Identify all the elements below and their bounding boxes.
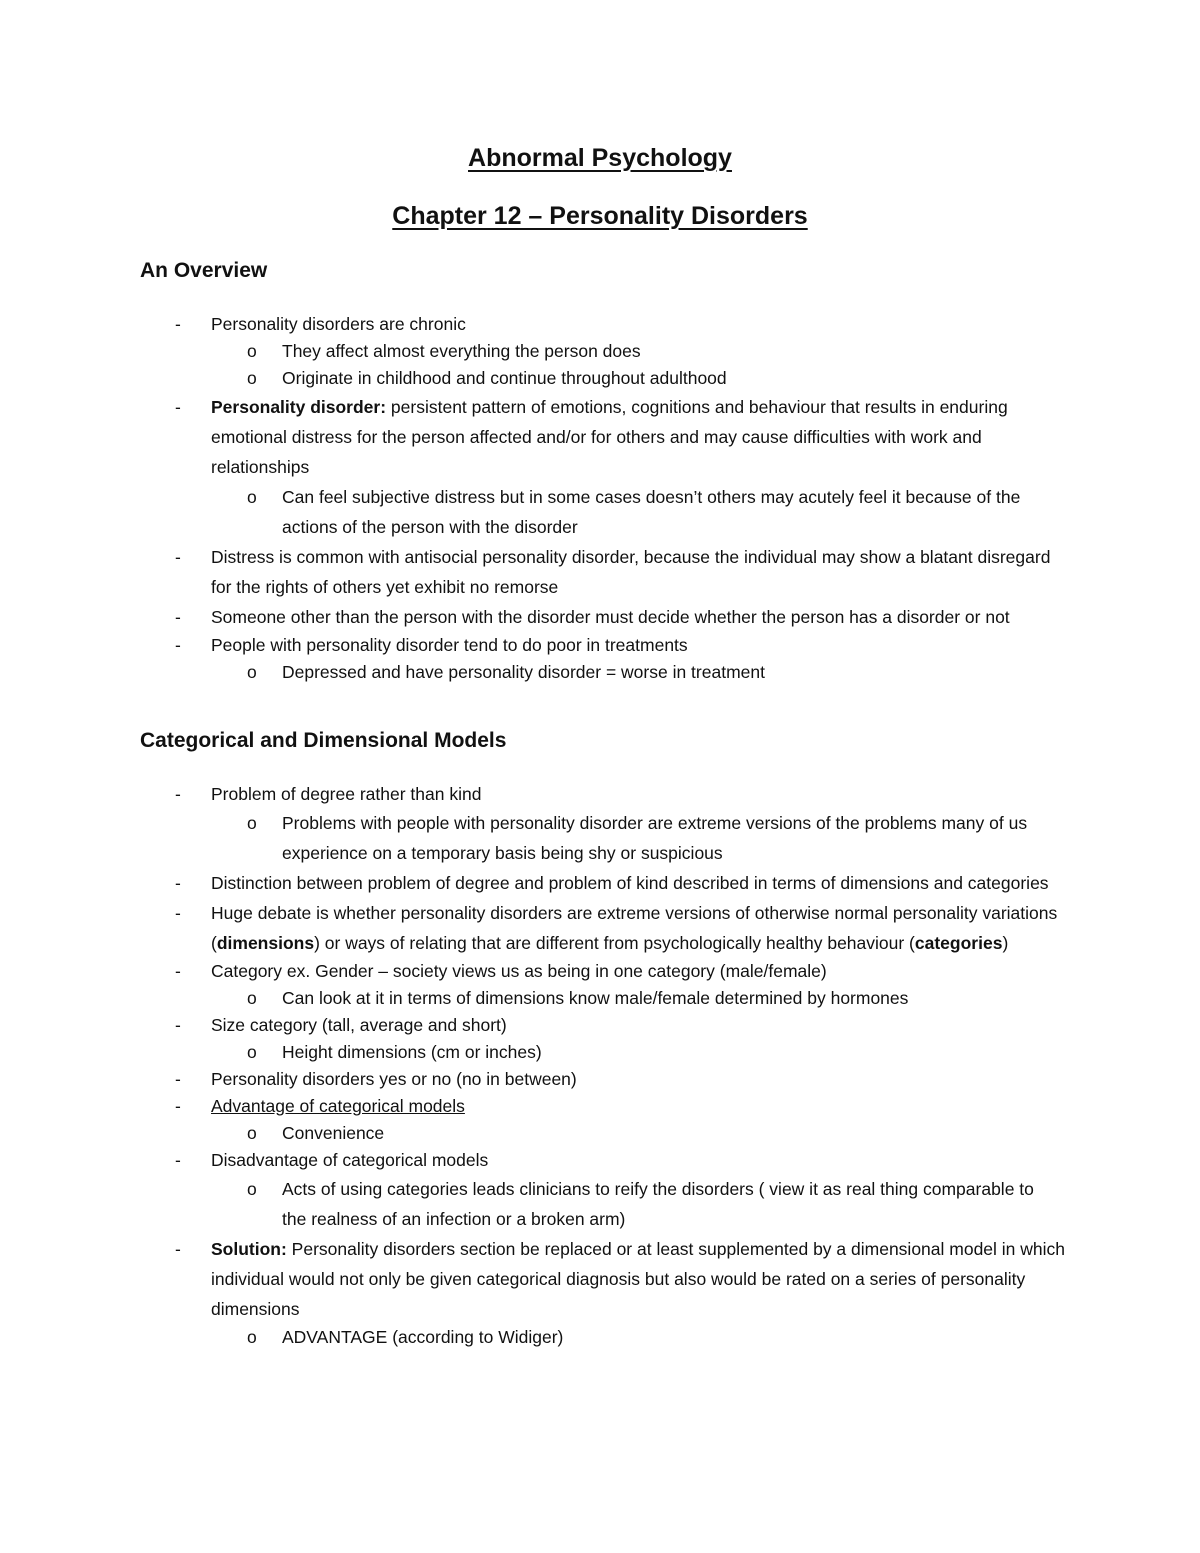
list-item [0, 958, 1200, 985]
section-heading-models: Categorical and Dimensional Models [140, 729, 507, 752]
term-personality-disorder: Personality disorder: [211, 397, 387, 417]
term-categories: categories [914, 933, 1003, 953]
list-item [0, 781, 1200, 808]
list-item [0, 311, 1200, 338]
bullet-dash: - [175, 1239, 181, 1259]
bullet-circle: o [247, 368, 257, 388]
list-item-text: Distinction between problem of degree and problem of kind described in terms of dimensions and categories [211, 873, 1049, 893]
bullet-dash: - [175, 873, 181, 893]
bullet-circle: o [247, 1042, 257, 1062]
solution-text: Personality disorders section be replaced or at least supplemented by a dimensional model in which individual would not only be given categorical diagnosis but also would be rated on a series of personality dimensions [211, 1239, 1066, 1319]
sub-list-item [0, 1174, 1200, 1234]
bullet-circle: o [247, 662, 257, 682]
sub-list-item [0, 482, 1200, 542]
list-item-text [211, 898, 1071, 958]
text-part: ) [1002, 933, 1009, 953]
list-item [0, 632, 1200, 659]
bullet-dash: - [175, 784, 181, 804]
list-item-text: ADVANTAGE (according to Widiger) [282, 1327, 564, 1347]
bullet-circle: o [247, 1123, 257, 1143]
list-item [0, 602, 1200, 632]
bullet-circle: o [247, 813, 257, 833]
sub-list-item [0, 1324, 1200, 1351]
list-item-text: Originate in childhood and continue throughout adulthood [282, 368, 727, 388]
sub-list-item [0, 985, 1200, 1012]
bullet-dash: - [175, 1150, 181, 1170]
sub-list-item [0, 338, 1200, 365]
list-item [0, 542, 1200, 602]
list-item-text: Advantage of categorical models [211, 1096, 465, 1116]
bullet-circle: o [247, 1327, 257, 1347]
list-item [0, 1012, 1200, 1039]
bullet-dash: - [175, 1096, 181, 1116]
bullet-dash: - [175, 903, 181, 923]
models-list [0, 781, 1200, 1351]
text-part: ) or ways of relating that are different from psychologically healthy behaviour ( [314, 933, 915, 953]
sub-list-item [0, 365, 1200, 392]
list-item [0, 392, 1200, 482]
bullet-dash: - [175, 635, 181, 655]
text-part: Huge debate is whether personality disorders are extreme versions of otherwise normal personality variations ( [211, 903, 1058, 953]
bullet-dash: - [175, 1069, 181, 1089]
sub-list-item [0, 1039, 1200, 1066]
list-item [0, 868, 1200, 898]
list-item-text: Depressed and have personality disorder = worse in treatment [282, 662, 765, 682]
sub-list-item [0, 1120, 1200, 1147]
list-item-text: They affect almost everything the person does [282, 341, 641, 361]
chapter-title: Chapter 12 – Personality Disorders [392, 202, 808, 230]
list-item-text: Height dimensions (cm or inches) [282, 1042, 542, 1062]
list-item-text: Problem of degree rather than kind [211, 784, 482, 804]
list-item-text: Can feel subjective distress but in some cases doesn’t others may acutely feel it because of the actions of the person with the disorder [282, 487, 1021, 537]
list-item-text: Convenience [282, 1123, 385, 1143]
list-item-text: Distress is common with antisocial personality disorder, because the individual may show a blatant disregard for the rights of others yet exhibit no remorse [211, 547, 1051, 597]
list-item [0, 1066, 1200, 1093]
list-item-text: Personality disorders are chronic [211, 314, 466, 334]
list-item-text: Category ex. Gender – society views us as being in one category (male/female) [211, 961, 827, 981]
definition-text: persistent pattern of emotions, cognitions and behaviour that results in enduring emotional distress for the person affected and/or for others and may cause difficulties with work and relationships [211, 397, 1008, 477]
section-heading-overview: An Overview [140, 259, 268, 282]
list-item-text: Disadvantage of categorical models [211, 1150, 489, 1170]
bullet-circle: o [247, 341, 257, 361]
sub-list-item [0, 659, 1200, 686]
list-item [0, 898, 1200, 958]
bullet-dash: - [175, 397, 181, 417]
list-item-text: Size category (tall, average and short) [211, 1015, 507, 1035]
bullet-circle: o [247, 1179, 257, 1199]
overview-list [0, 311, 1200, 686]
bullet-dash: - [175, 607, 181, 627]
term-dimensions: dimensions [216, 933, 315, 953]
list-item [0, 1234, 1200, 1324]
bullet-circle: o [247, 988, 257, 1008]
bullet-dash: - [175, 961, 181, 981]
bullet-dash: - [175, 547, 181, 567]
list-item-text: Acts of using categories leads clinicians to reify the disorders ( view it as real thing comparable to the realness of an infection or a broken arm) [282, 1179, 1034, 1229]
list-item-text: Someone other than the person with the disorder must decide whether the person has a disorder or not [211, 607, 1010, 627]
document-title: Abnormal Psychology [468, 144, 732, 172]
sub-list-item [0, 808, 1200, 868]
list-item-text: Problems with people with personality disorder are extreme versions of the problems many of us experience on a temporary basis being shy or suspicious [282, 813, 1028, 863]
term-solution: Solution: [211, 1239, 287, 1259]
list-item-text: Can look at it in terms of dimensions know male/female determined by hormones [282, 988, 909, 1008]
list-item-text [211, 392, 1071, 482]
bullet-dash: - [175, 314, 181, 334]
list-item-text: People with personality disorder tend to do poor in treatments [211, 635, 688, 655]
list-item [0, 1093, 1200, 1120]
bullet-dash: - [175, 1015, 181, 1035]
list-item-text [211, 1234, 1071, 1324]
list-item [0, 1147, 1200, 1174]
bullet-circle: o [247, 487, 257, 507]
list-item-text: Personality disorders yes or no (no in between) [211, 1069, 577, 1089]
